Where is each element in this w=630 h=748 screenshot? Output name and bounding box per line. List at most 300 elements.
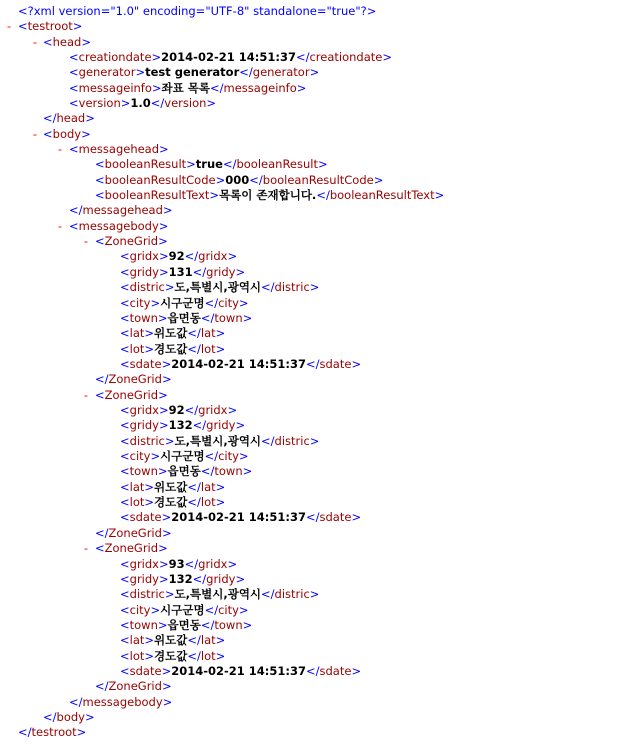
bracket: </ — [249, 172, 263, 187]
bracket: > — [215, 633, 226, 648]
bracket: > — [150, 449, 161, 463]
bracket: </ — [261, 280, 275, 295]
xml-line — [120, 326, 225, 341]
bracket: > — [373, 172, 384, 187]
bracket: > — [158, 264, 169, 279]
bracket: > — [162, 694, 173, 709]
node-value: 목록이 존재합니다. — [219, 188, 317, 202]
tag-name: sdate — [319, 356, 352, 371]
bracket: </ — [192, 571, 207, 586]
xml-line — [43, 710, 95, 725]
bracket: > — [238, 602, 249, 617]
xml-line — [69, 96, 216, 111]
bracket: </ — [69, 694, 83, 709]
bracket: </ — [239, 65, 253, 80]
xml-line — [120, 357, 361, 372]
xml-line — [95, 188, 444, 203]
bracket: > — [157, 310, 168, 325]
bracket: < — [120, 310, 130, 325]
xml-line — [95, 526, 172, 541]
bracket: < — [69, 142, 79, 156]
xml-line — [69, 50, 392, 65]
bracket: > — [235, 264, 246, 279]
xml-line — [120, 311, 252, 326]
bracket: > — [158, 234, 168, 249]
bracket: < — [18, 19, 28, 34]
tag-name: version — [78, 96, 121, 110]
xml-declaration: <?xml version="1.0" encoding="UTF-8" standalone="true"?> — [18, 4, 377, 18]
bracket: </ — [222, 157, 237, 172]
xml-line — [69, 142, 169, 157]
xml-line — [18, 725, 86, 740]
bracket: > — [164, 587, 175, 602]
bracket: </ — [187, 633, 201, 648]
xml-line — [43, 127, 91, 142]
bracket: > — [215, 172, 226, 187]
bracket: </ — [43, 111, 57, 126]
bracket: < — [43, 34, 53, 49]
bracket: > — [227, 556, 238, 571]
bracket: > — [144, 326, 155, 341]
bracket: > — [351, 356, 362, 371]
bracket: < — [120, 356, 130, 371]
tag-name: messageinfo — [223, 80, 297, 95]
tag-name: distric — [129, 280, 165, 295]
bracket: > — [215, 326, 226, 341]
bracket: </ — [210, 80, 224, 95]
xml-line — [95, 372, 172, 387]
node-value: 도,특별시,광역시 — [174, 587, 262, 602]
bracket: > — [242, 617, 253, 632]
bracket: < — [120, 326, 130, 341]
bracket: > — [309, 587, 320, 602]
tag-name: sdate — [129, 510, 162, 525]
tag-name: creationdate — [309, 49, 383, 64]
collapse-toggle-icon[interactable]: - — [83, 234, 89, 249]
xml-line — [120, 495, 225, 510]
tag-name: ZoneGrid — [108, 525, 162, 540]
bracket: > — [151, 49, 162, 64]
tag-name: sdate — [129, 663, 162, 678]
bracket: </ — [200, 617, 215, 632]
bracket: < — [69, 218, 79, 233]
xml-line — [120, 403, 237, 418]
bracket: < — [95, 387, 105, 402]
bracket: </ — [306, 356, 320, 371]
bracket: > — [186, 157, 196, 172]
tag-name: sdate — [129, 356, 162, 371]
node-value: 131 — [168, 264, 193, 279]
node-value: 위도값 — [154, 633, 188, 648]
bracket: </ — [43, 710, 57, 724]
tag-name: head — [56, 111, 86, 126]
bracket: > — [434, 188, 445, 202]
bracket: > — [161, 372, 172, 387]
bracket: </ — [192, 418, 207, 433]
bracket: </ — [204, 449, 219, 463]
bracket: < — [120, 617, 130, 632]
tag-name: booleanResultCode — [104, 172, 216, 187]
tag-name: lat — [129, 479, 145, 494]
bracket: < — [95, 541, 105, 556]
node-value: 000 — [225, 172, 250, 187]
node-value: 시구군명 — [160, 602, 205, 617]
tag-name: town — [214, 617, 243, 632]
node-value: 2014-02-21 14:51:37 — [171, 510, 306, 525]
bracket: </ — [95, 372, 109, 387]
bracket: </ — [184, 402, 199, 417]
tag-name: gridx — [198, 249, 228, 264]
bracket: < — [95, 188, 105, 202]
bracket: </ — [187, 495, 201, 509]
bracket: > — [309, 433, 320, 448]
tag-name: town — [214, 310, 243, 325]
bracket: > — [144, 479, 155, 494]
xml-line — [120, 342, 225, 357]
bracket: > — [158, 402, 169, 417]
bracket: > — [161, 679, 172, 694]
bracket: < — [69, 96, 79, 110]
bracket: > — [215, 341, 226, 356]
bracket: > — [84, 710, 95, 724]
bracket: > — [161, 525, 172, 540]
xml-line — [120, 480, 225, 495]
bracket: </ — [204, 295, 219, 310]
bracket: > — [164, 433, 175, 448]
node-value: 92 — [168, 402, 185, 417]
bracket: > — [242, 464, 253, 479]
tag-name: ZoneGrid — [104, 387, 159, 402]
tag-name: lot — [200, 648, 216, 663]
xml-line — [120, 464, 252, 479]
bracket: < — [120, 341, 130, 356]
node-value: 132 — [168, 571, 193, 586]
bracket: > — [76, 725, 87, 740]
bracket: > — [158, 249, 169, 264]
bracket: </ — [184, 249, 199, 264]
tag-name: lot — [129, 648, 145, 663]
bracket: > — [161, 663, 172, 678]
bracket: </ — [204, 602, 219, 617]
bracket: < — [120, 633, 130, 648]
bracket: > — [158, 387, 168, 402]
node-value: test generator — [145, 65, 240, 80]
xml-line — [69, 219, 168, 234]
xml-line — [120, 557, 237, 572]
tag-name: ZoneGrid — [104, 234, 159, 249]
bracket: > — [164, 280, 175, 295]
bracket: > — [158, 218, 169, 233]
tag-name: lot — [129, 341, 145, 356]
bracket: > — [209, 188, 220, 202]
xml-line — [18, 19, 82, 34]
bracket: > — [227, 402, 238, 417]
tag-name: booleanResult — [236, 157, 318, 172]
xml-line — [69, 203, 173, 218]
bracket: < — [120, 418, 130, 433]
bracket: < — [95, 172, 105, 187]
tag-name: ZoneGrid — [104, 541, 159, 556]
bracket: < — [120, 464, 130, 479]
bracket: > — [85, 111, 95, 126]
bracket: > — [215, 648, 226, 663]
collapse-toggle-icon[interactable]: - — [83, 387, 89, 402]
bracket: < — [43, 126, 53, 141]
tag-name: gridx — [129, 402, 159, 417]
node-value: 시구군명 — [160, 449, 205, 463]
bracket: </ — [187, 326, 201, 341]
bracket: < — [120, 510, 130, 525]
xml-line — [69, 65, 319, 80]
tag-name: ZoneGrid — [108, 372, 162, 387]
xml-line — [120, 649, 225, 664]
bracket: </ — [187, 479, 201, 494]
bracket: > — [206, 96, 217, 110]
tag-name: gridx — [129, 249, 159, 264]
tag-name: city — [129, 295, 151, 310]
xml-line — [120, 572, 245, 587]
tag-name: distric — [274, 587, 310, 602]
bracket: > — [72, 19, 83, 34]
xml-line — [43, 111, 95, 126]
tag-name: messagebody — [78, 218, 159, 233]
tag-name: city — [218, 602, 239, 617]
bracket: > — [296, 80, 307, 95]
bracket: </ — [150, 96, 165, 110]
tag-name: gridy — [206, 264, 236, 279]
tag-name: town — [214, 464, 243, 479]
tag-name: distric — [274, 280, 310, 295]
xml-line — [120, 603, 249, 618]
bracket: < — [120, 556, 130, 571]
tag-name: booleanResult — [104, 157, 187, 172]
bracket: </ — [316, 188, 330, 202]
bracket: </ — [69, 203, 83, 218]
tag-name: generator — [252, 65, 310, 80]
bracket: > — [158, 571, 169, 586]
bracket: > — [242, 310, 253, 325]
node-value: 도,특별시,광역시 — [174, 280, 262, 295]
xml-line — [69, 81, 306, 96]
bracket: > — [135, 65, 146, 80]
bracket: </ — [200, 310, 215, 325]
node-value: 시구군명 — [160, 295, 205, 310]
node-value: 93 — [168, 556, 185, 571]
xml-line — [120, 296, 249, 311]
bracket: < — [120, 264, 130, 279]
tag-name: booleanResultText — [329, 188, 435, 202]
bracket: < — [120, 402, 130, 417]
tag-name: lot — [200, 341, 216, 356]
bracket: > — [162, 203, 173, 218]
node-value: 132 — [168, 418, 193, 433]
tag-name: city — [218, 449, 239, 463]
bracket: > — [81, 34, 91, 49]
bracket: </ — [192, 264, 207, 279]
tag-name: testroot — [27, 19, 73, 34]
tag-name: booleanResultText — [104, 188, 210, 202]
xml-line — [120, 280, 319, 295]
bracket: < — [120, 587, 130, 602]
bracket: > — [159, 142, 169, 156]
tag-name: body — [56, 710, 85, 724]
xml-line — [120, 587, 319, 602]
tag-name: body — [52, 126, 82, 141]
bracket: > — [144, 341, 155, 356]
node-value: 경도값 — [154, 341, 188, 356]
bracket: </ — [306, 510, 320, 525]
tag-name: generator — [78, 65, 136, 80]
bracket: > — [309, 280, 320, 295]
tag-name: distric — [274, 433, 310, 448]
tag-name: ZoneGrid — [108, 679, 162, 694]
tag-name: sdate — [319, 663, 352, 678]
tag-name: lat — [200, 479, 216, 494]
tag-name: gridy — [129, 264, 159, 279]
bracket: > — [382, 49, 392, 64]
bracket: </ — [306, 663, 320, 678]
xml-line — [120, 434, 319, 449]
node-value: 읍면동 — [167, 310, 201, 325]
bracket: </ — [187, 648, 201, 663]
xml-line — [95, 173, 383, 188]
node-value: 위도값 — [154, 479, 188, 494]
bracket: > — [317, 157, 328, 172]
bracket: < — [120, 602, 130, 617]
bracket: < — [120, 280, 130, 295]
bracket: < — [120, 571, 130, 586]
tag-name: creationdate — [78, 49, 152, 64]
bracket: < — [69, 49, 79, 64]
bracket: > — [215, 479, 226, 494]
node-value: 읍면동 — [167, 617, 201, 632]
bracket: > — [158, 418, 169, 433]
bracket: < — [69, 65, 79, 80]
xml-line — [95, 388, 168, 403]
collapse-toggle-icon[interactable]: - — [32, 34, 38, 49]
bracket: > — [158, 556, 169, 571]
bracket: < — [69, 80, 79, 95]
bracket: > — [161, 510, 172, 525]
tag-name: gridy — [206, 571, 236, 586]
bracket: </ — [184, 556, 199, 571]
bracket: </ — [261, 587, 275, 602]
bracket: > — [238, 295, 249, 310]
bracket: </ — [295, 49, 310, 64]
collapse-toggle-icon[interactable]: - — [6, 19, 12, 34]
node-value: 도,특별시,광역시 — [174, 433, 262, 448]
bracket: > — [150, 295, 161, 310]
node-value: 2014-02-21 14:51:37 — [161, 49, 296, 64]
tag-name: city — [129, 449, 151, 463]
tag-name: gridy — [129, 418, 159, 433]
collapse-toggle-icon[interactable]: - — [32, 126, 38, 141]
bracket: </ — [18, 725, 32, 740]
bracket: </ — [95, 525, 109, 540]
tag-name: distric — [129, 587, 165, 602]
collapse-toggle-icon[interactable]: - — [83, 541, 89, 556]
node-value: 읍면동 — [167, 464, 201, 479]
xml-line — [69, 695, 172, 710]
bracket: < — [120, 433, 130, 448]
xml-line — [120, 265, 245, 280]
node-value: 경도값 — [154, 495, 188, 509]
bracket: < — [95, 157, 105, 172]
bracket: < — [120, 295, 130, 310]
bracket: > — [157, 617, 168, 632]
bracket: > — [215, 495, 226, 509]
bracket: > — [238, 449, 249, 463]
bracket: > — [235, 571, 246, 586]
bracket: > — [151, 80, 162, 95]
tag-name: gridx — [198, 402, 228, 417]
xml-line — [43, 35, 91, 50]
bracket: > — [351, 663, 362, 678]
bracket: > — [161, 356, 172, 371]
tag-name: messagebody — [82, 694, 163, 709]
bracket: < — [120, 648, 130, 663]
xml-line — [120, 633, 225, 648]
bracket: > — [227, 249, 238, 264]
tag-name: city — [129, 602, 151, 617]
bracket: < — [120, 495, 130, 509]
bracket: > — [81, 126, 91, 141]
xml-line — [120, 510, 361, 525]
collapse-toggle-icon[interactable]: - — [57, 218, 63, 233]
xml-line — [120, 618, 252, 633]
node-value: 위도값 — [154, 326, 188, 341]
tag-name: lat — [200, 326, 216, 341]
bracket: < — [120, 479, 130, 494]
tag-name: distric — [129, 433, 165, 448]
node-value: 좌표 목록 — [161, 80, 210, 95]
collapse-toggle-icon[interactable]: - — [57, 142, 63, 156]
bracket: < — [120, 249, 130, 264]
xml-line — [120, 418, 245, 433]
xml-line — [95, 679, 172, 694]
tag-name: testroot — [31, 725, 77, 740]
tag-name: gridy — [206, 418, 236, 433]
node-value: 92 — [168, 249, 185, 264]
tag-name: town — [129, 464, 158, 479]
tag-name: town — [129, 617, 158, 632]
tag-name: lat — [129, 633, 145, 648]
bracket: < — [120, 449, 130, 463]
tag-name: lat — [129, 326, 145, 341]
tag-name: messagehead — [78, 142, 160, 156]
bracket: > — [120, 96, 131, 110]
tag-name: gridy — [129, 571, 159, 586]
tag-name: gridx — [129, 556, 159, 571]
xml-line — [95, 541, 168, 556]
bracket: > — [150, 602, 161, 617]
bracket: > — [351, 510, 362, 525]
bracket: > — [235, 418, 246, 433]
tag-name: booleanResultCode — [262, 172, 374, 187]
tag-name: city — [218, 295, 239, 310]
node-value: 경도값 — [154, 648, 188, 663]
tag-name: town — [129, 310, 158, 325]
bracket: < — [120, 663, 130, 678]
tag-name: gridx — [198, 556, 228, 571]
bracket: > — [157, 464, 168, 479]
tag-name: lat — [200, 633, 216, 648]
tag-name: sdate — [319, 510, 352, 525]
node-value: true — [195, 157, 223, 172]
bracket: > — [309, 65, 320, 80]
node-value: 2014-02-21 14:51:37 — [171, 663, 306, 678]
xml-line — [95, 157, 328, 172]
